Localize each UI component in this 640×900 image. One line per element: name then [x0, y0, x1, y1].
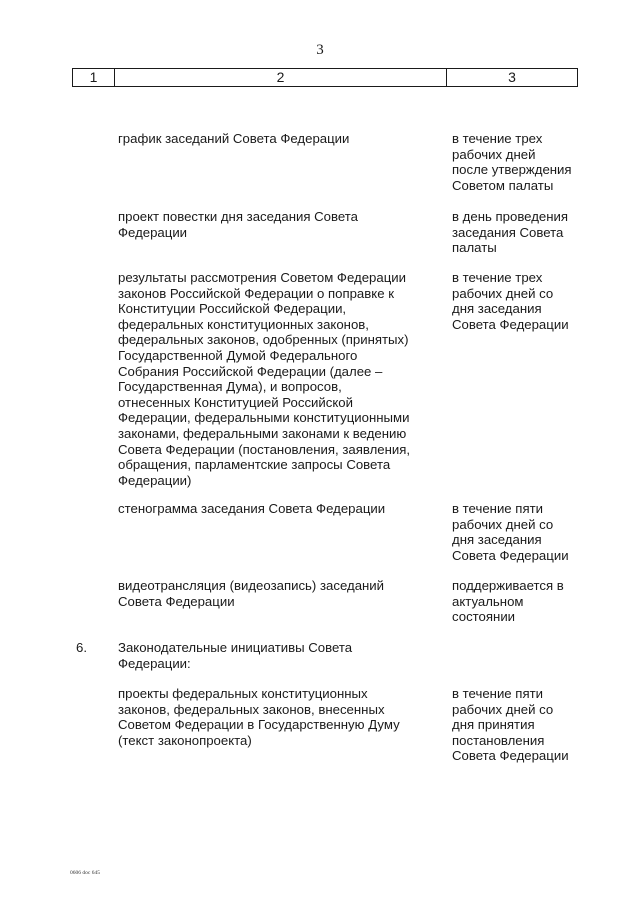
entry-deadline: в течение трех рабочих дней после утверждения Советом палаты	[452, 131, 572, 193]
section-number: 6.	[76, 640, 87, 655]
entry-deadline: в течение пяти рабочих дней со дня заседания Совета Федерации	[452, 501, 569, 563]
column-header-2: 2	[115, 69, 447, 86]
entry-text: график заседаний Совета Федерации	[118, 131, 350, 146]
entry-text: проекты федеральных конституционных законов, федеральных законов, внесенных Советом Федерации в Государственную Думу (текст законопроекта)	[118, 686, 400, 748]
column-header-3: 3	[508, 69, 516, 85]
entry-deadline: поддерживается в актуальном состоянии	[452, 578, 564, 625]
page-number: 3	[316, 42, 324, 58]
entry-text: результаты рассмотрения Советом Федерации законов Российской Федерации о поправке к Конституции Российской Федерации, федеральных конституционных законов, федеральных законов, одобренных (принятых) Государственной Думой Федерального Собрания Российской Федерации (далее – Государственная Дума), и вопросов, отнесенных Конституцией Российской Федерации, федеральными конституционными законами, федеральными законами к ведению Совета Федерации (постановления, заявления, обращения, парламентские запросы Совета Федерации)	[118, 270, 411, 488]
entry-text: стенограмма заседания Совета Федерации	[118, 501, 386, 516]
entry-deadline: в день проведения заседания Совета палаты	[452, 209, 569, 256]
entry-deadline: в течение пяти рабочих дней со дня принятия постановления Совета Федерации	[452, 686, 569, 764]
entry-text: проект повестки дня заседания Совета Федерации	[118, 209, 358, 240]
document-code: 0606 doc 645	[70, 870, 100, 876]
entry-deadline: в течение трех рабочих дней со дня заседания Совета Федерации	[452, 270, 569, 332]
column-header-1: 1	[73, 69, 115, 86]
column-header-table	[72, 68, 578, 87]
section-title: Законодательные инициативы Совета Федерации:	[118, 640, 353, 671]
entry-text: видеотрансляция (видеозапись) заседаний Совета Федерации	[118, 578, 385, 609]
